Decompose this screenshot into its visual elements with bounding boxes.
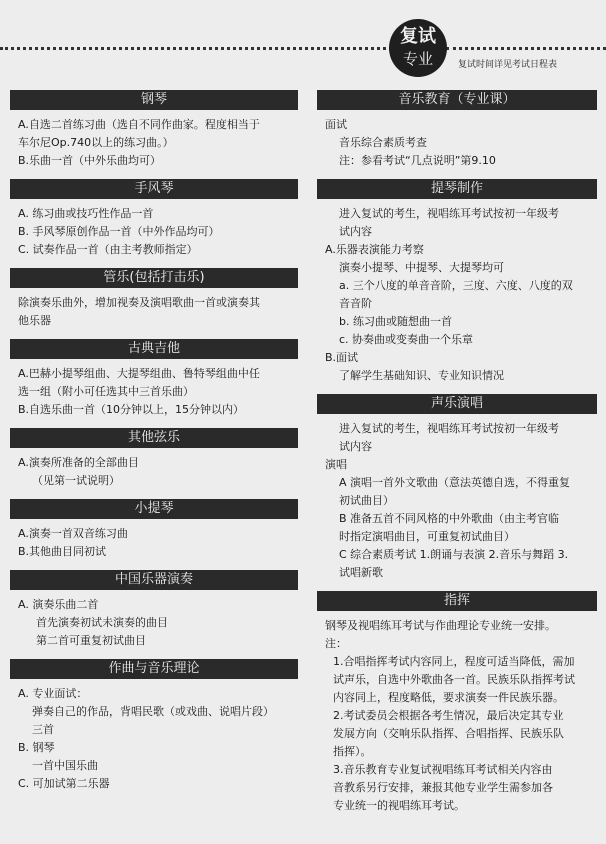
text-line: 演唱	[325, 458, 347, 471]
header-bar	[0, 0, 606, 86]
text-line: 面试	[325, 118, 347, 131]
section-conducting	[317, 591, 597, 821]
text-line: 音音阶	[339, 297, 372, 310]
text-line: A.演奏所准备的全部曲目	[18, 456, 139, 469]
section-vocal	[317, 394, 597, 588]
section-title: 古典吉他	[10, 339, 298, 359]
text-line: 2.考试委员会根据各考生情况，最后决定其专业	[333, 709, 564, 722]
text-line: C. 可加试第二乐器	[18, 777, 110, 790]
text-line: 音乐综合素质考查	[339, 136, 427, 149]
text-line: 注：	[325, 637, 347, 650]
text-line: A.巴赫小提琴组曲、大提琴组曲、鲁特琴组曲中任	[18, 367, 260, 380]
text-line: B.自选乐曲一首（10分钟以上，15分钟以内）	[18, 403, 245, 416]
section-violin	[10, 499, 298, 567]
text-line: A 演唱一首外文歌曲（意法英德自选，不得重复	[339, 476, 571, 489]
section-body	[10, 519, 298, 567]
section-music-education	[317, 90, 597, 176]
text-line: （见第一试说明）	[32, 474, 120, 487]
text-line: 试唱新歌	[339, 566, 383, 579]
text-line: 除演奏乐曲外，增加视奏及演唱歌曲一首或演奏其	[18, 296, 260, 309]
right-column	[317, 90, 597, 824]
text-line: 车尔尼Op.740以上的练习曲。）	[18, 136, 174, 149]
section-body	[10, 288, 298, 336]
section-body	[10, 199, 298, 265]
section-body	[10, 110, 298, 176]
text-line: 试声乐，自选中外歌曲各一首。民族乐队指挥考试	[333, 673, 575, 686]
text-line: 音教系另行安排，兼报其他专业学生需参加各	[333, 781, 553, 794]
section-body	[317, 110, 597, 176]
section-body	[10, 448, 298, 496]
section-violin-making	[317, 179, 597, 391]
text-line: A.乐器表演能力考察	[325, 243, 424, 256]
text-line: A. 专业面试：	[18, 687, 88, 700]
section-body	[10, 679, 298, 799]
section-strings	[10, 428, 298, 496]
text-line: 一首中国乐曲	[32, 759, 98, 772]
section-guitar	[10, 339, 298, 425]
text-line: C 综合素质考试 1.朗诵与表演 2.音乐与舞蹈 3.	[339, 548, 569, 561]
text-line: B. 钢琴	[18, 741, 55, 754]
section-accordion	[10, 179, 298, 265]
section-title: 其他弦乐	[10, 428, 298, 448]
left-column	[10, 90, 298, 802]
section-body	[317, 199, 597, 391]
section-title: 音乐教育（专业课）	[317, 90, 597, 110]
section-body	[10, 590, 298, 656]
text-line: 专业统一的视唱练耳考试。	[333, 799, 465, 812]
dotted-divider-left	[0, 47, 392, 50]
text-line: 初试曲目）	[339, 494, 394, 507]
text-line: 指挥）。	[333, 745, 372, 758]
text-line: 首先演奏初试未演奏的曲目	[36, 616, 168, 629]
dotted-divider-right	[446, 47, 606, 50]
text-line: C. 试奏作品一首（由主考教师指定）	[18, 243, 198, 256]
section-body	[10, 359, 298, 425]
section-title: 小提琴	[10, 499, 298, 519]
text-line: B.其他曲目同初试	[18, 545, 107, 558]
section-title: 钢琴	[10, 90, 298, 110]
section-title: 声乐演唱	[317, 394, 597, 414]
text-line: 进入复试的考生，视唱练耳考试按初一年级考	[339, 422, 559, 435]
schedule-note: 复试时间详见考试日程表	[458, 60, 558, 70]
text-line: 内容同上，程度略低，要求演奏一件民族乐器。	[333, 691, 564, 704]
text-line: 了解学生基础知识、专业知识情况	[339, 369, 504, 382]
text-line: A. 演奏乐曲二首	[18, 598, 99, 611]
text-line: B.面试	[325, 351, 359, 364]
section-piano	[10, 90, 298, 176]
text-line: 演奏小提琴、中提琴、大提琴均可	[339, 261, 504, 274]
text-line: 发展方向（交响乐队指挥、合唱指挥、民族乐队	[333, 727, 564, 740]
section-title: 中国乐器演奏	[10, 570, 298, 590]
text-line: 他乐器	[18, 314, 51, 327]
section-badge	[389, 19, 447, 77]
text-line: 试内容	[339, 440, 372, 453]
text-line: B 准备五首不同风格的中外歌曲（由主考官临	[339, 512, 560, 525]
section-composition	[10, 659, 298, 799]
badge-subtitle: 专业	[402, 50, 433, 68]
section-title: 管乐(包括打击乐)	[10, 268, 298, 288]
section-wind	[10, 268, 298, 336]
text-line: B.乐曲一首（中外乐曲均可）	[18, 154, 162, 167]
text-line: 第二首可重复初试曲目	[36, 634, 146, 647]
text-line: A.自选二首练习曲（选自不同作曲家。程度相当于	[18, 118, 260, 131]
section-title: 提琴制作	[317, 179, 597, 199]
badge-title: 复试	[400, 26, 436, 47]
text-line: 3.音乐教育专业复试视唱练耳考试相关内容由	[333, 763, 553, 776]
section-title: 手风琴	[10, 179, 298, 199]
text-line: 钢琴及视唱练耳考试与作曲理论专业统一安排。	[325, 619, 556, 632]
text-line: b. 练习曲或随想曲一首	[339, 315, 452, 328]
text-line: 注：参看考试“几点说明”第9.10	[339, 154, 496, 167]
section-title: 指挥	[317, 591, 597, 611]
text-line: 试内容	[339, 225, 372, 238]
text-line: 时指定演唱曲目，可重复初试曲目）	[339, 530, 515, 543]
text-line: A. 练习曲或技巧性作品一首	[18, 207, 154, 220]
section-body	[317, 611, 597, 821]
text-line: 弹奏自己的作品，背唱民歌（或戏曲、说唱片段）	[32, 705, 274, 718]
text-line: A.演奏一首双音练习曲	[18, 527, 128, 540]
text-line: 1.合唱指挥考试内容同上，程度可适当降低，需加	[333, 655, 575, 668]
text-line: a. 三个八度的单音音阶，三度、六度、八度的双	[339, 279, 573, 292]
text-line: 选一组（附小可任选其中三首乐曲）	[18, 385, 194, 398]
section-body	[317, 414, 597, 588]
text-line: 三首	[32, 723, 54, 736]
text-line: B. 手风琴原创作品一首（中外作品均可）	[18, 225, 220, 238]
text-line: c. 协奏曲或变奏曲一个乐章	[339, 333, 474, 346]
section-chinese-instruments	[10, 570, 298, 656]
section-title: 作曲与音乐理论	[10, 659, 298, 679]
text-line: 进入复试的考生，视唱练耳考试按初一年级考	[339, 207, 559, 220]
